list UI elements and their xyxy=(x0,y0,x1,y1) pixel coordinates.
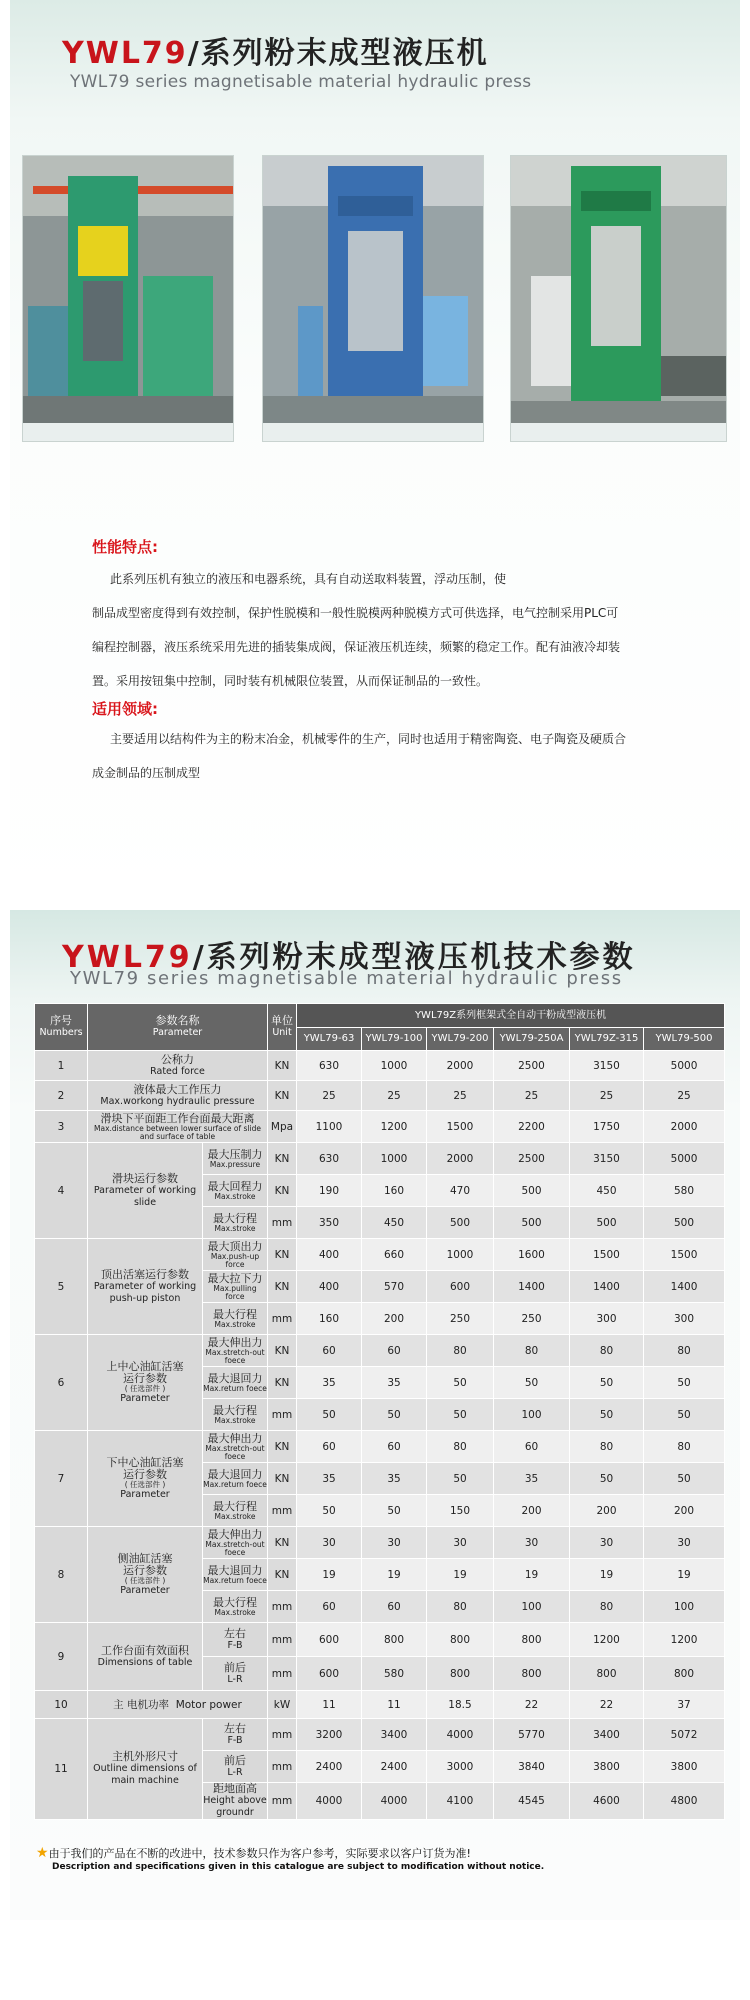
value-cell: 30 xyxy=(494,1527,570,1559)
value-cell: 25 xyxy=(644,1081,725,1111)
value-cell: 1500 xyxy=(570,1239,644,1271)
table-row xyxy=(35,1081,725,1111)
value-cell: 4100 xyxy=(427,1783,494,1820)
sub-param: 前后 L-R xyxy=(203,1657,268,1691)
unit-cell: kW xyxy=(268,1691,297,1719)
value-cell: 250 xyxy=(427,1303,494,1335)
table-row xyxy=(35,1431,725,1463)
header-parameter: 参数名称 Parameter xyxy=(88,1004,268,1051)
unit-cell: Mpa xyxy=(268,1111,297,1143)
value-cell: 200 xyxy=(644,1495,725,1527)
value-cell: 800 xyxy=(362,1623,427,1657)
param-name: 滑块下平面距工作台面最大距离 Max.distance between lower surface of slide and surface of table xyxy=(88,1111,268,1143)
value-cell: 600 xyxy=(297,1623,362,1657)
features-line: 此系列压机有独立的液压和电器系统，具有自动送取料装置，浮动压制，使 xyxy=(110,572,507,586)
table-row xyxy=(35,1051,725,1081)
value-cell: 800 xyxy=(494,1657,570,1691)
unit-cell: mm xyxy=(268,1783,297,1820)
unit-cell: KN xyxy=(268,1143,297,1175)
value-cell: 19 xyxy=(362,1559,427,1591)
application-heading: 适用领域: xyxy=(92,700,158,718)
value-cell: 60 xyxy=(494,1431,570,1463)
header-unit: 单位 Unit xyxy=(268,1004,297,1051)
value-cell: 80 xyxy=(644,1431,725,1463)
sub-param: 前后 L-R xyxy=(203,1751,268,1783)
value-cell: 1200 xyxy=(570,1623,644,1657)
value-cell: 4000 xyxy=(362,1783,427,1820)
value-cell: 25 xyxy=(570,1081,644,1111)
table-row xyxy=(35,1719,725,1751)
value-cell: 660 xyxy=(362,1239,427,1271)
value-cell: 1400 xyxy=(570,1271,644,1303)
param-name: 滑块运行参数 Parameter of working slide xyxy=(88,1143,203,1239)
value-cell: 3150 xyxy=(570,1051,644,1081)
sub-param: 最大行程 Max.stroke xyxy=(203,1399,268,1431)
row-number: 10 xyxy=(35,1691,88,1719)
value-cell: 800 xyxy=(427,1623,494,1657)
features-heading: 性能特点: xyxy=(92,538,158,556)
unit-cell: KN xyxy=(268,1431,297,1463)
row-number: 4 xyxy=(35,1143,88,1239)
value-cell: 400 xyxy=(297,1271,362,1303)
table-header-row xyxy=(35,1004,725,1028)
value-cell: 100 xyxy=(644,1591,725,1623)
value-cell: 500 xyxy=(570,1207,644,1239)
value-cell: 35 xyxy=(297,1367,362,1399)
table-row xyxy=(35,1691,725,1719)
value-cell: 35 xyxy=(362,1367,427,1399)
value-cell: 80 xyxy=(427,1431,494,1463)
value-cell: 50 xyxy=(644,1399,725,1431)
page-subtitle: YWL79 series magnetisable material hydraulic press xyxy=(70,72,532,92)
value-cell: 37 xyxy=(644,1691,725,1719)
value-cell: 1600 xyxy=(494,1239,570,1271)
value-cell: 500 xyxy=(494,1175,570,1207)
value-cell: 470 xyxy=(427,1175,494,1207)
param-name: 工作台面有效面积 Dimensions of table xyxy=(88,1623,203,1691)
value-cell: 1500 xyxy=(427,1111,494,1143)
sub-param: 最大行程 Max.stroke xyxy=(203,1495,268,1527)
value-cell: 30 xyxy=(362,1527,427,1559)
value-cell: 19 xyxy=(494,1559,570,1591)
value-cell: 150 xyxy=(427,1495,494,1527)
unit-cell: KN xyxy=(268,1335,297,1367)
value-cell: 5000 xyxy=(644,1051,725,1081)
value-cell: 5000 xyxy=(644,1143,725,1175)
value-cell: 25 xyxy=(494,1081,570,1111)
value-cell: 1000 xyxy=(427,1239,494,1271)
value-cell: 500 xyxy=(644,1207,725,1239)
page-title: YWL79/系列粉末成型液压机 xyxy=(62,36,489,71)
sub-param: 最大顶出力 Max.push-up force xyxy=(203,1239,268,1271)
header-series-group: YWL79Z系列框架式全自动干粉成型液压机 xyxy=(297,1004,725,1028)
value-cell: 580 xyxy=(644,1175,725,1207)
sub-param: 最大伸出力 Max.stretch-out foece xyxy=(203,1431,268,1463)
unit-cell: mm xyxy=(268,1623,297,1657)
value-cell: 4800 xyxy=(644,1783,725,1820)
star-icon: ★ xyxy=(36,1845,49,1861)
param-name: 公称力 Rated force xyxy=(88,1051,268,1081)
unit-cell: KN xyxy=(268,1081,297,1111)
value-cell: 30 xyxy=(644,1527,725,1559)
value-cell: 50 xyxy=(362,1495,427,1527)
value-cell: 1000 xyxy=(362,1051,427,1081)
spec-table xyxy=(34,1003,725,1820)
model-header: YWL79-100 xyxy=(362,1028,427,1051)
value-cell: 1100 xyxy=(297,1111,362,1143)
sub-param: 最大压制力 Max.pressure xyxy=(203,1143,268,1175)
value-cell: 5072 xyxy=(644,1719,725,1751)
value-cell: 190 xyxy=(297,1175,362,1207)
features-line: 制品成型密度得到有效控制，保护性脱模和一般性脱模两种脱模方式可供选择，电气控制采用PLC可 xyxy=(92,606,619,620)
table-row xyxy=(35,1111,725,1143)
model-header: YWL79-500 xyxy=(644,1028,725,1051)
value-cell: 1000 xyxy=(362,1143,427,1175)
value-cell: 350 xyxy=(297,1207,362,1239)
value-cell: 50 xyxy=(570,1399,644,1431)
value-cell: 4600 xyxy=(570,1783,644,1820)
value-cell: 160 xyxy=(362,1175,427,1207)
unit-cell: mm xyxy=(268,1591,297,1623)
value-cell: 400 xyxy=(297,1239,362,1271)
value-cell: 4000 xyxy=(297,1783,362,1820)
table-row xyxy=(35,1239,725,1271)
sub-param: 最大拉下力 Max.pulling force xyxy=(203,1271,268,1303)
value-cell: 630 xyxy=(297,1051,362,1081)
value-cell: 1400 xyxy=(644,1271,725,1303)
value-cell: 3800 xyxy=(570,1751,644,1783)
value-cell: 11 xyxy=(362,1691,427,1719)
unit-cell: KN xyxy=(268,1239,297,1271)
value-cell: 60 xyxy=(362,1591,427,1623)
value-cell: 450 xyxy=(362,1207,427,1239)
row-number: 7 xyxy=(35,1431,88,1527)
row-number: 8 xyxy=(35,1527,88,1623)
value-cell: 2500 xyxy=(494,1051,570,1081)
value-cell: 30 xyxy=(570,1527,644,1559)
param-name: 侧油缸活塞 运行参数 ( 任选部件 ) Parameter xyxy=(88,1527,203,1623)
value-cell: 4000 xyxy=(427,1719,494,1751)
row-number: 11 xyxy=(35,1719,88,1820)
value-cell: 80 xyxy=(427,1335,494,1367)
value-cell: 80 xyxy=(570,1335,644,1367)
value-cell: 19 xyxy=(427,1559,494,1591)
value-cell: 500 xyxy=(494,1207,570,1239)
value-cell: 1500 xyxy=(644,1239,725,1271)
unit-cell: mm xyxy=(268,1719,297,1751)
value-cell: 200 xyxy=(362,1303,427,1335)
param-name: 主 电机功率 Motor power xyxy=(88,1691,268,1719)
sub-param: 最大行程 Max.stroke xyxy=(203,1207,268,1239)
model-header: YWL79-200 xyxy=(427,1028,494,1051)
value-cell: 1400 xyxy=(494,1271,570,1303)
value-cell: 60 xyxy=(362,1431,427,1463)
application-line: 成金制品的压制成型 xyxy=(92,766,201,780)
value-cell: 580 xyxy=(362,1657,427,1691)
row-number: 3 xyxy=(35,1111,88,1143)
param-name: 主机外形尺寸 Outline dimensions of main machine xyxy=(88,1719,203,1820)
unit-cell: mm xyxy=(268,1657,297,1691)
features-text xyxy=(92,562,652,698)
value-cell: 800 xyxy=(644,1657,725,1691)
value-cell: 19 xyxy=(570,1559,644,1591)
value-cell: 800 xyxy=(570,1657,644,1691)
sub-param: 最大伸出力 Max.stretch-out foece xyxy=(203,1527,268,1559)
value-cell: 80 xyxy=(427,1591,494,1623)
value-cell: 60 xyxy=(297,1335,362,1367)
value-cell: 160 xyxy=(297,1303,362,1335)
value-cell: 22 xyxy=(570,1691,644,1719)
param-name: 上中心油缸活塞 运行参数 ( 任选部件 ) Parameter xyxy=(88,1335,203,1431)
value-cell: 1750 xyxy=(570,1111,644,1143)
value-cell: 3000 xyxy=(427,1751,494,1783)
value-cell: 25 xyxy=(362,1081,427,1111)
value-cell: 4545 xyxy=(494,1783,570,1820)
value-cell: 2000 xyxy=(644,1111,725,1143)
table-row xyxy=(35,1623,725,1657)
sub-param: 最大行程 Max.stroke xyxy=(203,1303,268,1335)
unit-cell: KN xyxy=(268,1463,297,1495)
value-cell: 250 xyxy=(494,1303,570,1335)
value-cell: 19 xyxy=(297,1559,362,1591)
unit-cell: KN xyxy=(268,1367,297,1399)
sub-param: 左右 F-B xyxy=(203,1623,268,1657)
features-line: 置。采用按钮集中控制，同时装有机械限位装置，从而保证制品的一致性。 xyxy=(92,674,489,688)
footnote-cn: ★由于我们的产品在不断的改进中，技术参数只作为客户参考，实际要求以客户订货为准! xyxy=(36,1845,471,1861)
unit-cell: mm xyxy=(268,1207,297,1239)
value-cell: 5770 xyxy=(494,1719,570,1751)
value-cell: 18.5 xyxy=(427,1691,494,1719)
unit-cell: KN xyxy=(268,1051,297,1081)
sub-param: 最大行程 Max.stroke xyxy=(203,1591,268,1623)
value-cell: 3150 xyxy=(570,1143,644,1175)
value-cell: 50 xyxy=(494,1367,570,1399)
value-cell: 2500 xyxy=(494,1143,570,1175)
unit-cell: KN xyxy=(268,1175,297,1207)
param-name: 顶出活塞运行参数 Parameter of working push-up piston xyxy=(88,1239,203,1335)
value-cell: 300 xyxy=(570,1303,644,1335)
value-cell: 80 xyxy=(644,1335,725,1367)
value-cell: 2000 xyxy=(427,1051,494,1081)
application-text xyxy=(92,722,652,790)
model-header: YWL79Z-315 xyxy=(570,1028,644,1051)
value-cell: 22 xyxy=(494,1691,570,1719)
model-header: YWL79-63 xyxy=(297,1028,362,1051)
value-cell: 50 xyxy=(297,1399,362,1431)
value-cell: 3400 xyxy=(362,1719,427,1751)
value-cell: 50 xyxy=(297,1495,362,1527)
value-cell: 50 xyxy=(644,1463,725,1495)
value-cell: 60 xyxy=(297,1431,362,1463)
value-cell: 630 xyxy=(297,1143,362,1175)
value-cell: 2400 xyxy=(297,1751,362,1783)
spec-title: YWL79/系列粉末成型液压机技术参数 xyxy=(62,940,636,975)
value-cell: 2200 xyxy=(494,1111,570,1143)
param-name: 下中心油缸活塞 运行参数 ( 任选部件 ) Parameter xyxy=(88,1431,203,1527)
sub-param: 距地面高 Height above groundr xyxy=(203,1782,267,1818)
row-number: 9 xyxy=(35,1623,88,1691)
sub-param: 最大伸出力 Max.stretch-out foece xyxy=(203,1335,268,1367)
value-cell: 450 xyxy=(570,1175,644,1207)
value-cell: 50 xyxy=(570,1367,644,1399)
value-cell: 35 xyxy=(362,1463,427,1495)
value-cell: 300 xyxy=(644,1303,725,1335)
value-cell: 500 xyxy=(427,1207,494,1239)
param-name: 液体最大工作压力 Max.workong hydraulic pressure xyxy=(88,1081,268,1111)
value-cell: 2000 xyxy=(427,1143,494,1175)
sub-param: 最大回程力 Max.stroke xyxy=(203,1175,268,1207)
unit-cell: mm xyxy=(268,1495,297,1527)
unit-cell: mm xyxy=(268,1303,297,1335)
value-cell: 11 xyxy=(297,1691,362,1719)
sub-param: 最大退回力 Max.return foece xyxy=(203,1559,268,1591)
value-cell: 80 xyxy=(570,1431,644,1463)
value-cell: 30 xyxy=(297,1527,362,1559)
value-cell: 3400 xyxy=(570,1719,644,1751)
value-cell: 800 xyxy=(427,1657,494,1691)
row-number: 1 xyxy=(35,1051,88,1081)
value-cell: 3200 xyxy=(297,1719,362,1751)
press-photo-2 xyxy=(262,155,484,442)
footnote-en: Description and specifications given in this catalogue are subject to modification without notice. xyxy=(52,1862,545,1872)
row-number: 5 xyxy=(35,1239,88,1335)
table-row xyxy=(35,1335,725,1367)
value-cell: 1200 xyxy=(644,1623,725,1657)
value-cell: 3840 xyxy=(494,1751,570,1783)
table-row xyxy=(35,1527,725,1559)
unit-cell: KN xyxy=(268,1559,297,1591)
value-cell: 100 xyxy=(494,1399,570,1431)
sub-param: 最大退回力 Max.return foece xyxy=(203,1463,268,1495)
table-row xyxy=(35,1143,725,1175)
value-cell: 800 xyxy=(494,1623,570,1657)
unit-cell: KN xyxy=(268,1527,297,1559)
value-cell: 50 xyxy=(644,1367,725,1399)
header-numbers: 序号 Numbers xyxy=(35,1004,88,1051)
features-line: 编程控制器，液压系统采用先进的插装集成阀，保证液压机连续，频繁的稳定工作。配有油液冷却装 xyxy=(92,640,621,654)
value-cell: 80 xyxy=(570,1591,644,1623)
value-cell: 200 xyxy=(494,1495,570,1527)
value-cell: 50 xyxy=(427,1367,494,1399)
value-cell: 60 xyxy=(362,1335,427,1367)
value-cell: 600 xyxy=(427,1271,494,1303)
model-header: YWL79-250A xyxy=(494,1028,570,1051)
value-cell: 200 xyxy=(570,1495,644,1527)
row-number: 6 xyxy=(35,1335,88,1431)
application-line: 主要适用以结构件为主的粉末冶金，机械零件的生产，同时也适用于精密陶瓷、电子陶瓷及硬质合 xyxy=(110,732,627,746)
value-cell: 60 xyxy=(297,1591,362,1623)
press-photo-3 xyxy=(510,155,727,442)
value-cell: 100 xyxy=(494,1591,570,1623)
value-cell: 19 xyxy=(644,1559,725,1591)
value-cell: 570 xyxy=(362,1271,427,1303)
value-cell: 2400 xyxy=(362,1751,427,1783)
sub-param: 最大退回力 Max.return foece xyxy=(203,1367,268,1399)
value-cell: 600 xyxy=(297,1657,362,1691)
unit-cell: KN xyxy=(268,1271,297,1303)
unit-cell: mm xyxy=(268,1751,297,1783)
row-number: 2 xyxy=(35,1081,88,1111)
value-cell: 50 xyxy=(362,1399,427,1431)
value-cell: 35 xyxy=(297,1463,362,1495)
value-cell: 3800 xyxy=(644,1751,725,1783)
value-cell: 25 xyxy=(427,1081,494,1111)
spec-subtitle: YWL79 series magnetisable material hydraulic press xyxy=(70,968,623,989)
value-cell: 80 xyxy=(494,1335,570,1367)
value-cell: 1200 xyxy=(362,1111,427,1143)
press-photo-1 xyxy=(22,155,234,442)
value-cell: 35 xyxy=(494,1463,570,1495)
value-cell: 30 xyxy=(427,1527,494,1559)
value-cell: 50 xyxy=(427,1399,494,1431)
value-cell: 25 xyxy=(297,1081,362,1111)
value-cell: 50 xyxy=(570,1463,644,1495)
unit-cell: mm xyxy=(268,1399,297,1431)
sub-param: 左右 F-B xyxy=(203,1719,268,1751)
value-cell: 50 xyxy=(427,1463,494,1495)
